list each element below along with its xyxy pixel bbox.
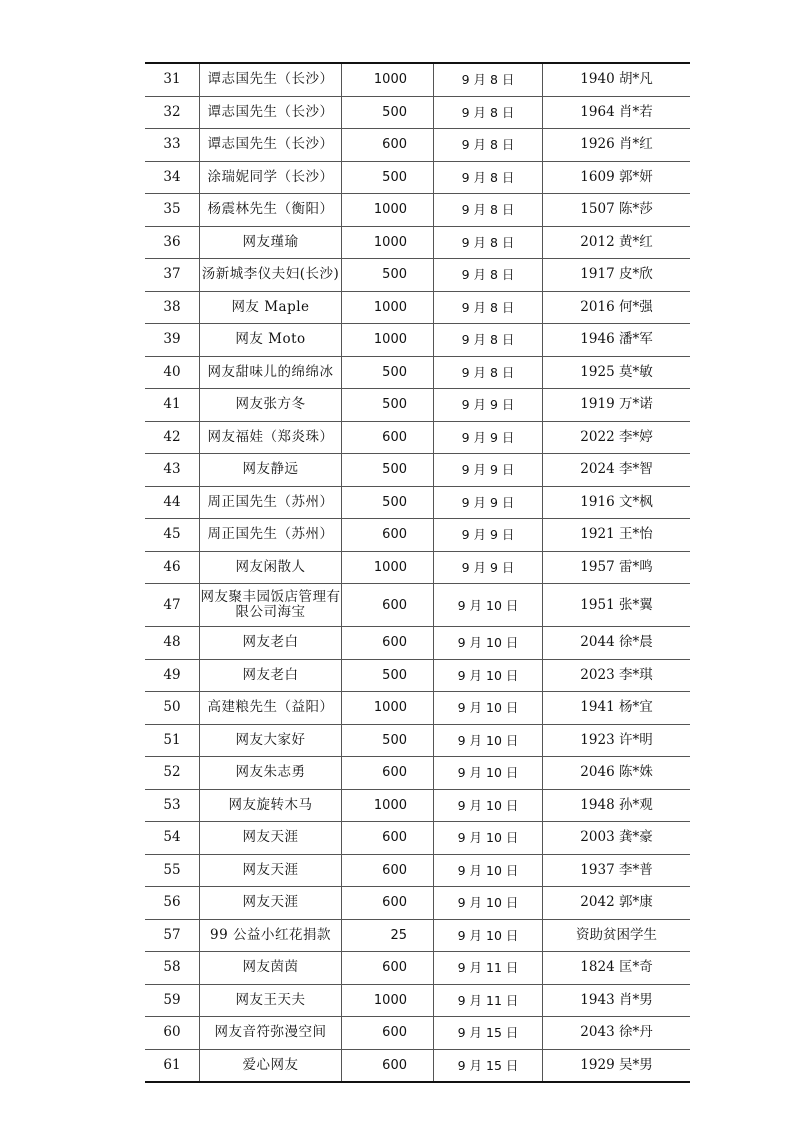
table-row <box>145 659 690 692</box>
donation-amount: 500 <box>342 486 434 519</box>
table-row <box>145 226 690 259</box>
donation-amount: 25 <box>342 919 434 952</box>
row-number: 52 <box>145 757 200 790</box>
donation-amount: 500 <box>342 96 434 129</box>
recipient: 2023 李*琪 <box>543 659 691 692</box>
table-row <box>145 194 690 227</box>
recipient: 资助贫困学生 <box>543 919 691 952</box>
donation-date: 9 月 15 日 <box>434 1017 543 1050</box>
donation-amount: 500 <box>342 454 434 487</box>
donor-name: 网友 Moto <box>200 324 342 357</box>
donation-date: 9 月 10 日 <box>434 627 543 660</box>
donation-amount: 1000 <box>342 194 434 227</box>
donation-amount: 500 <box>342 356 434 389</box>
row-number: 59 <box>145 984 200 1017</box>
row-number: 43 <box>145 454 200 487</box>
donation-amount: 600 <box>342 887 434 920</box>
donation-date: 9 月 10 日 <box>434 692 543 725</box>
donation-amount: 500 <box>342 659 434 692</box>
donation-amount: 600 <box>342 854 434 887</box>
donation-table <box>145 62 690 1083</box>
table-row <box>145 952 690 985</box>
donation-date: 9 月 9 日 <box>434 454 543 487</box>
row-number: 36 <box>145 226 200 259</box>
donation-date: 9 月 8 日 <box>434 291 543 324</box>
donor-name: 网友瑾瑜 <box>200 226 342 259</box>
donation-date: 9 月 8 日 <box>434 63 543 96</box>
donation-date: 9 月 8 日 <box>434 226 543 259</box>
recipient: 1957 雷*鸣 <box>543 551 691 584</box>
recipient: 1948 孙*观 <box>543 789 691 822</box>
table-row <box>145 259 690 292</box>
row-number: 47 <box>145 584 200 627</box>
donor-name: 网友静远 <box>200 454 342 487</box>
donation-amount: 600 <box>342 519 434 552</box>
recipient: 1964 肖*若 <box>543 96 691 129</box>
table-row <box>145 984 690 1017</box>
recipient: 2042 郭*康 <box>543 887 691 920</box>
table-row <box>145 389 690 422</box>
table-row <box>145 454 690 487</box>
table-row <box>145 96 690 129</box>
row-number: 54 <box>145 822 200 855</box>
donation-date: 9 月 10 日 <box>434 854 543 887</box>
table-row <box>145 291 690 324</box>
recipient: 1609 郭*妍 <box>543 161 691 194</box>
table-row <box>145 757 690 790</box>
donor-name: 网友老白 <box>200 659 342 692</box>
donation-date: 9 月 10 日 <box>434 887 543 920</box>
recipient: 2003 龚*豪 <box>543 822 691 855</box>
donation-date: 9 月 10 日 <box>434 659 543 692</box>
row-number: 60 <box>145 1017 200 1050</box>
donation-date: 9 月 8 日 <box>434 129 543 162</box>
table-row <box>145 63 690 96</box>
donor-name: 网友聚丰园饭店管理有限公司海宝 <box>200 584 342 627</box>
row-number: 35 <box>145 194 200 227</box>
table-row <box>145 324 690 357</box>
recipient: 1943 肖*男 <box>543 984 691 1017</box>
row-number: 41 <box>145 389 200 422</box>
recipient: 1929 吴*男 <box>543 1049 691 1082</box>
donation-date: 9 月 10 日 <box>434 584 543 627</box>
donor-name: 高建粮先生（益阳） <box>200 692 342 725</box>
donation-date: 9 月 9 日 <box>434 389 543 422</box>
donation-amount: 1000 <box>342 984 434 1017</box>
row-number: 61 <box>145 1049 200 1082</box>
table-row <box>145 724 690 757</box>
table-row <box>145 692 690 725</box>
row-number: 45 <box>145 519 200 552</box>
donation-amount: 1000 <box>342 324 434 357</box>
row-number: 51 <box>145 724 200 757</box>
donor-name: 网友朱志勇 <box>200 757 342 790</box>
recipient: 2012 黄*红 <box>543 226 691 259</box>
recipient: 2044 徐*晨 <box>543 627 691 660</box>
donor-name: 谭志国先生（长沙） <box>200 96 342 129</box>
donation-amount: 1000 <box>342 692 434 725</box>
recipient: 1926 肖*红 <box>543 129 691 162</box>
row-number: 58 <box>145 952 200 985</box>
row-number: 46 <box>145 551 200 584</box>
row-number: 42 <box>145 421 200 454</box>
donation-amount: 600 <box>342 952 434 985</box>
donation-amount: 500 <box>342 389 434 422</box>
table-row <box>145 1017 690 1050</box>
recipient: 1940 胡*凡 <box>543 63 691 96</box>
donation-amount: 600 <box>342 421 434 454</box>
donation-date: 9 月 8 日 <box>434 194 543 227</box>
donor-name: 涂瑞妮同学（长沙） <box>200 161 342 194</box>
donor-name: 网友甜味儿的绵绵冰 <box>200 356 342 389</box>
donation-amount: 600 <box>342 1017 434 1050</box>
donation-amount: 500 <box>342 259 434 292</box>
donation-amount: 600 <box>342 627 434 660</box>
table-row <box>145 584 690 627</box>
donation-date: 9 月 8 日 <box>434 356 543 389</box>
donor-name: 网友张方冬 <box>200 389 342 422</box>
donor-name: 99 公益小红花捐款 <box>200 919 342 952</box>
donation-date: 9 月 15 日 <box>434 1049 543 1082</box>
recipient: 1919 万*诺 <box>543 389 691 422</box>
donation-amount: 1000 <box>342 789 434 822</box>
row-number: 44 <box>145 486 200 519</box>
donor-name: 网友大家好 <box>200 724 342 757</box>
table-row <box>145 1049 690 1082</box>
table-row <box>145 789 690 822</box>
donation-amount: 600 <box>342 129 434 162</box>
row-number: 37 <box>145 259 200 292</box>
table-row <box>145 919 690 952</box>
recipient: 1921 王*怡 <box>543 519 691 552</box>
recipient: 1917 皮*欣 <box>543 259 691 292</box>
donation-date: 9 月 9 日 <box>434 519 543 552</box>
table-row <box>145 822 690 855</box>
recipient: 1923 许*明 <box>543 724 691 757</box>
row-number: 33 <box>145 129 200 162</box>
donor-name: 网友天涯 <box>200 854 342 887</box>
donor-name: 网友闲散人 <box>200 551 342 584</box>
donation-amount: 600 <box>342 584 434 627</box>
row-number: 40 <box>145 356 200 389</box>
table-row <box>145 129 690 162</box>
row-number: 55 <box>145 854 200 887</box>
donor-name: 网友茵茵 <box>200 952 342 985</box>
donor-name: 周正国先生（苏州） <box>200 519 342 552</box>
donation-amount: 600 <box>342 822 434 855</box>
recipient: 1946 潘*军 <box>543 324 691 357</box>
table-row <box>145 356 690 389</box>
donation-amount: 500 <box>342 161 434 194</box>
donation-amount: 1000 <box>342 226 434 259</box>
row-number: 39 <box>145 324 200 357</box>
donation-date: 9 月 10 日 <box>434 724 543 757</box>
donor-name: 谭志国先生（长沙） <box>200 129 342 162</box>
row-number: 56 <box>145 887 200 920</box>
donor-name: 汤新城李仪夫妇(长沙) <box>200 259 342 292</box>
row-number: 38 <box>145 291 200 324</box>
donor-name: 网友旋转木马 <box>200 789 342 822</box>
row-number: 34 <box>145 161 200 194</box>
donation-date: 9 月 10 日 <box>434 822 543 855</box>
donation-date: 9 月 8 日 <box>434 259 543 292</box>
donor-name: 网友天涯 <box>200 822 342 855</box>
donation-amount: 1000 <box>342 291 434 324</box>
recipient: 1925 莫*敏 <box>543 356 691 389</box>
donor-name: 网友天涯 <box>200 887 342 920</box>
recipient: 2024 李*智 <box>543 454 691 487</box>
row-number: 57 <box>145 919 200 952</box>
recipient: 2022 李*婷 <box>543 421 691 454</box>
donor-name: 爱心网友 <box>200 1049 342 1082</box>
donor-name: 杨震林先生（衡阳） <box>200 194 342 227</box>
donation-date: 9 月 11 日 <box>434 984 543 1017</box>
donation-date: 9 月 8 日 <box>434 161 543 194</box>
row-number: 50 <box>145 692 200 725</box>
recipient: 1951 张*翼 <box>543 584 691 627</box>
table-row <box>145 887 690 920</box>
donor-name: 谭志国先生（长沙） <box>200 63 342 96</box>
donation-date: 9 月 10 日 <box>434 789 543 822</box>
table-row <box>145 854 690 887</box>
row-number: 49 <box>145 659 200 692</box>
table-row <box>145 519 690 552</box>
donation-date: 9 月 10 日 <box>434 919 543 952</box>
donation-date: 9 月 10 日 <box>434 757 543 790</box>
recipient: 1824 匡*奇 <box>543 952 691 985</box>
donation-amount: 1000 <box>342 551 434 584</box>
donation-amount: 1000 <box>342 63 434 96</box>
table-row <box>145 486 690 519</box>
recipient: 2043 徐*丹 <box>543 1017 691 1050</box>
table-row <box>145 627 690 660</box>
donor-name: 网友福娃（郑炎珠） <box>200 421 342 454</box>
donation-date: 9 月 8 日 <box>434 96 543 129</box>
table-body <box>145 63 690 1082</box>
recipient: 1937 李*普 <box>543 854 691 887</box>
recipient: 1507 陈*莎 <box>543 194 691 227</box>
donation-date: 9 月 9 日 <box>434 421 543 454</box>
row-number: 48 <box>145 627 200 660</box>
donation-date: 9 月 11 日 <box>434 952 543 985</box>
donor-name: 网友音符弥漫空间 <box>200 1017 342 1050</box>
table-row <box>145 551 690 584</box>
donor-name: 周正国先生（苏州） <box>200 486 342 519</box>
donor-name: 网友王天夫 <box>200 984 342 1017</box>
table-row <box>145 421 690 454</box>
row-number: 53 <box>145 789 200 822</box>
donor-name: 网友老白 <box>200 627 342 660</box>
recipient: 2046 陈*姝 <box>543 757 691 790</box>
donor-name: 网友 Maple <box>200 291 342 324</box>
donation-date: 9 月 9 日 <box>434 551 543 584</box>
donation-date: 9 月 9 日 <box>434 486 543 519</box>
donation-date: 9 月 8 日 <box>434 324 543 357</box>
table-row <box>145 161 690 194</box>
donation-amount: 500 <box>342 724 434 757</box>
row-number: 32 <box>145 96 200 129</box>
donation-amount: 600 <box>342 757 434 790</box>
recipient: 2016 何*强 <box>543 291 691 324</box>
recipient: 1941 杨*宜 <box>543 692 691 725</box>
row-number: 31 <box>145 63 200 96</box>
donation-amount: 600 <box>342 1049 434 1082</box>
recipient: 1916 文*枫 <box>543 486 691 519</box>
